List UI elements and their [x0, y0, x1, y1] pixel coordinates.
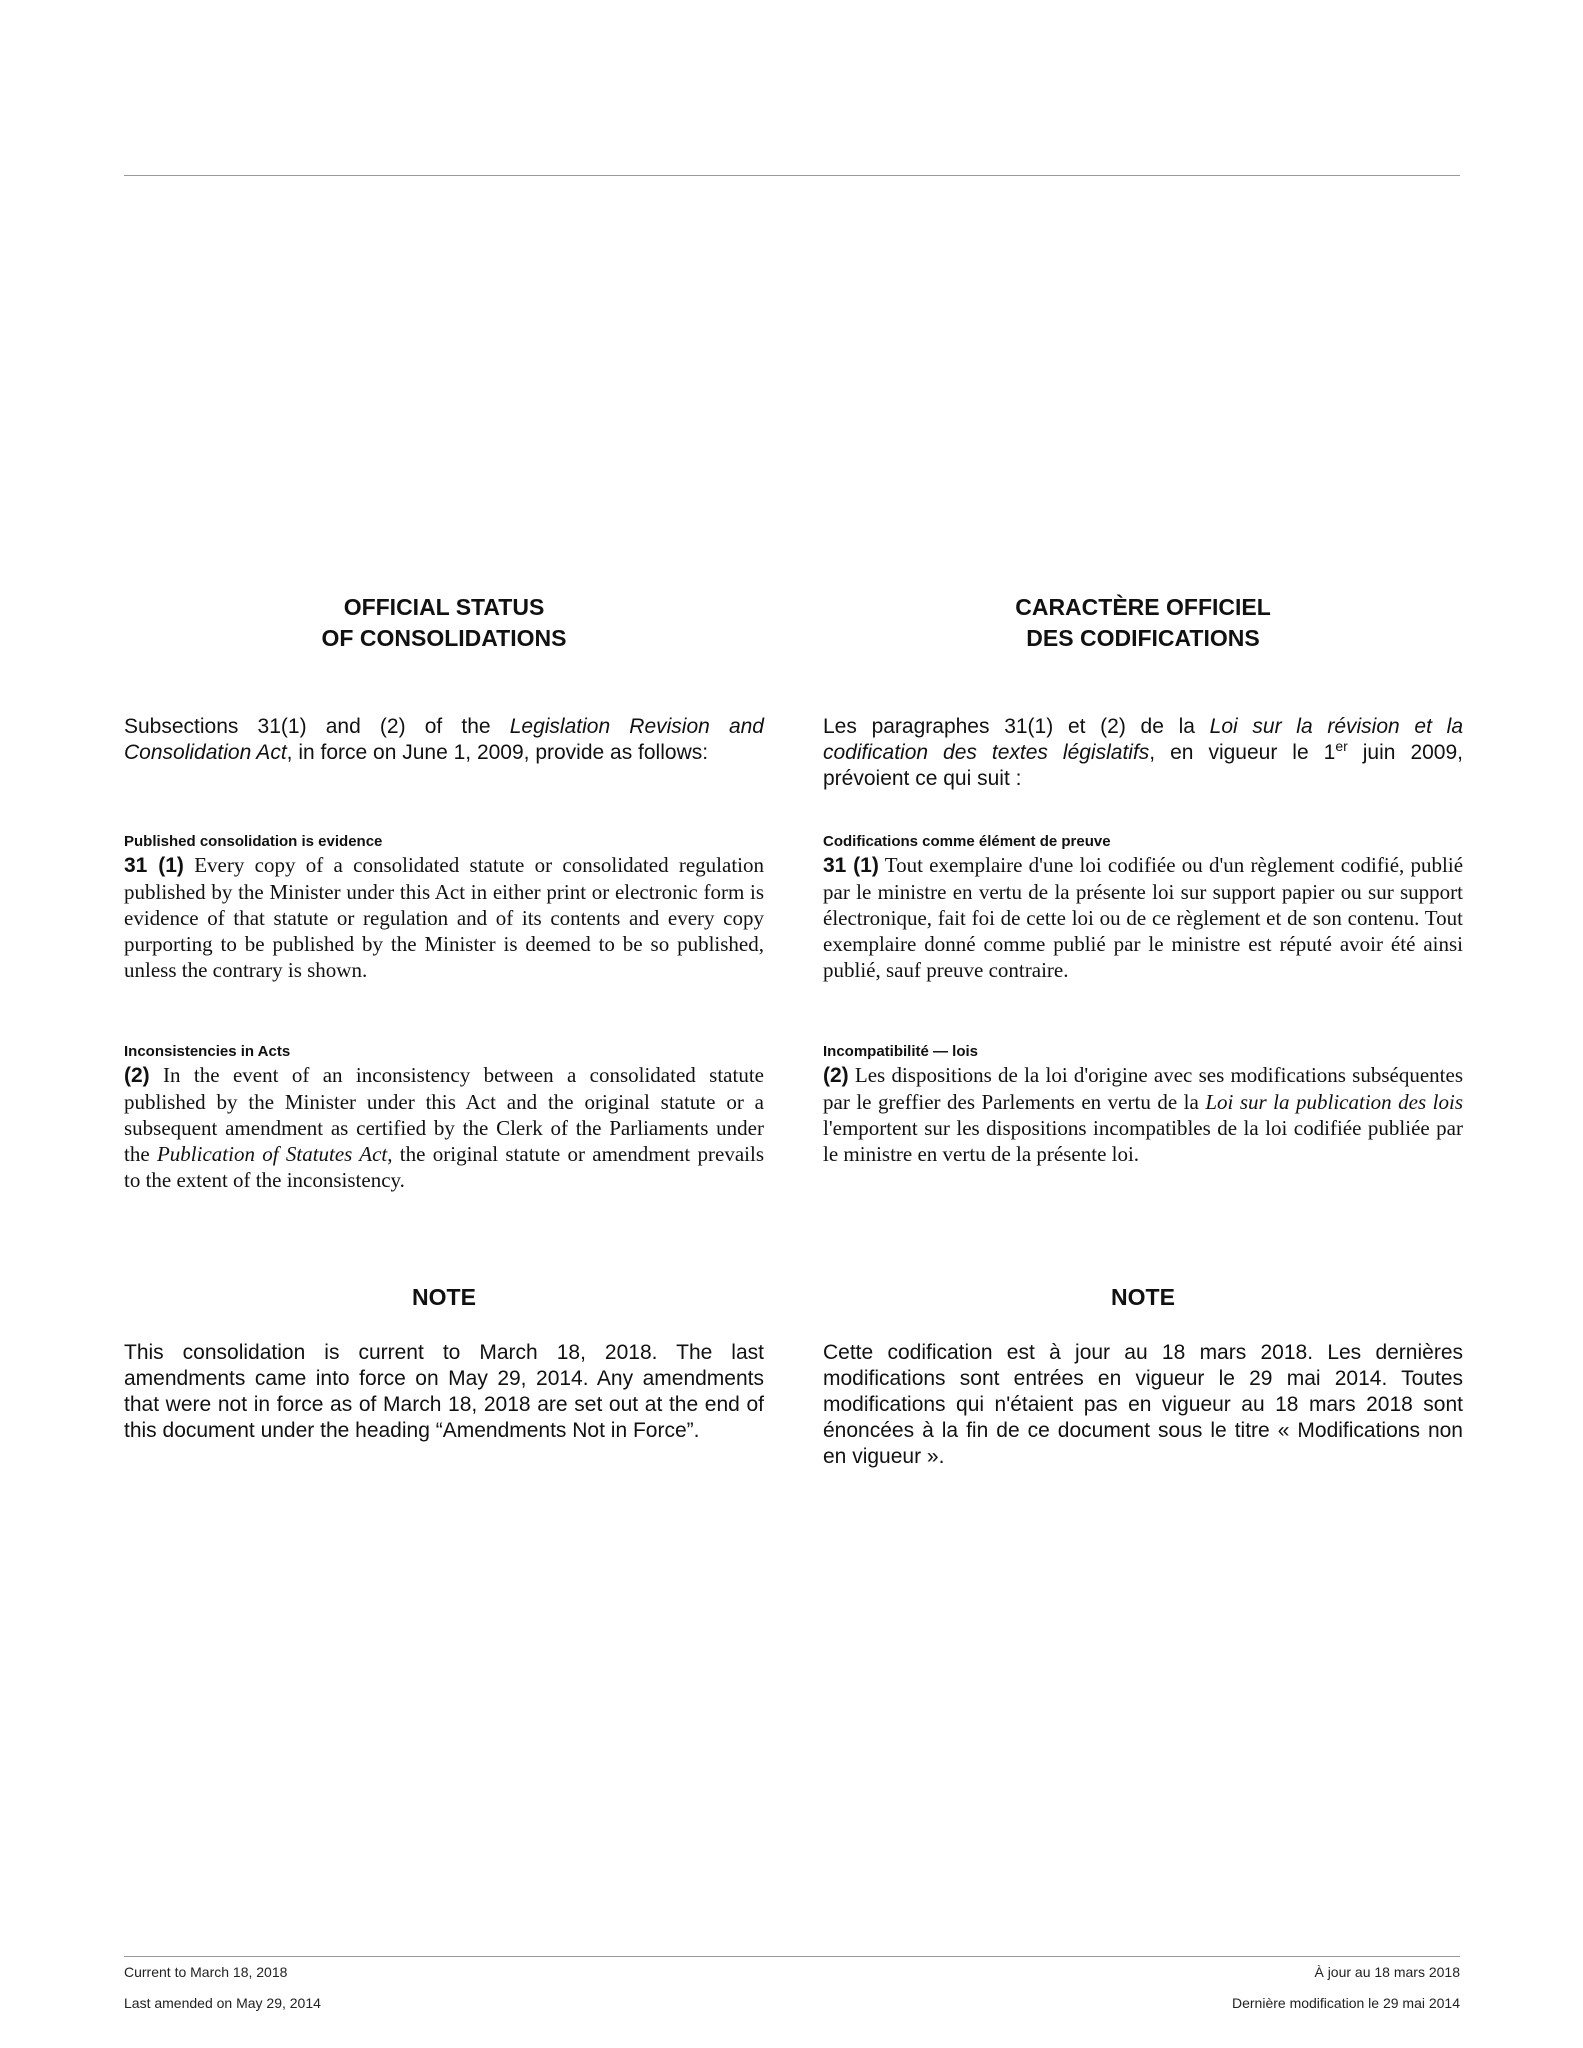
official-status-heading	[124, 592, 764, 654]
intro-text-mid: , en vigueur le 1	[1149, 741, 1336, 764]
section-31-1	[124, 832, 764, 983]
provision-body-post: , the original statute or amendment prevails to the extent of the inconsistency.	[124, 1142, 765, 1192]
heading-line-2: OF CONSOLIDATIONS	[321, 625, 567, 651]
provision-text	[124, 852, 764, 983]
provision-body: Tout exemplaire d'une loi codifiée ou d'un règlement codifié, publié par le ministre en vertu de la présente loi sur support papier ou sur support électronique, fait foi de cette loi ou de ce règlement et de son contenu. Tout exemplaire donné comme publié par le ministre est réputé avoir été ainsi publié, sauf preuve contraire.	[823, 853, 1464, 982]
footer-current-to: Current to March 18, 2018	[124, 1964, 288, 1980]
provision-body-pre: In the event of an inconsistency between a consolidated statute published by the Minister under this Act and the original statute or a subsequent amendment as certified by the Clerk of the Parliaments under the	[124, 1063, 764, 1166]
provision-body-post: l'emportent sur les dispositions incompatibles de la loi codifiée publiée par le ministre en vertu de la présente loi.	[823, 1116, 1463, 1166]
heading-line-1: OFFICIAL STATUS	[343, 594, 545, 620]
intro-act-title: Loi sur la révision et la codification des textes législatifs	[823, 715, 1463, 764]
intro-text-post: juin 2009, prévoient ce qui suit :	[823, 741, 1463, 790]
provision-body: Every copy of a consolidated statute or consolidated regulation published by the Minister under this Act in either print or electronic form is evidence of that statute or regulation and of its contents and every copy purporting to be published by the Minister is deemed to be so published, unless the contrary is shown.	[124, 853, 764, 982]
heading-line-2: DES CODIFICATIONS	[1026, 625, 1260, 651]
section-31-2	[124, 1042, 764, 1193]
note-heading: NOTE	[412, 1284, 476, 1310]
provision-act-title: Loi sur la publication des lois	[1205, 1090, 1464, 1114]
provision-text	[823, 852, 1463, 983]
heading-line-1: CARACTÈRE OFFICIEL	[1015, 594, 1271, 620]
note-paragraph: Cette codification est à jour au 18 mars 2018. Les dernières modifications sont entrées en vigueur le 29 mai 2014. Toutes modifications qui n'étaient pas en vigueur au 18 mars 2018 sont énoncées à la fin de ce document sous le titre « Modifications non en vigueur ».	[823, 1341, 1463, 1468]
marginal-note: Incompatibilité — lois	[823, 1043, 979, 1060]
marginal-note: Published consolidation is evidence	[124, 833, 383, 850]
provision-act-title: Publication of Statutes Act	[156, 1142, 388, 1166]
intro-paragraph	[823, 714, 1463, 792]
marginal-note: Codifications comme élément de preuve	[823, 833, 1111, 850]
footer-a-jour: À jour au 18 mars 2018	[1314, 1964, 1460, 1980]
intro-text-post: , in force on June 1, 2009, provide as follows:	[286, 741, 709, 764]
provision-number: 31 (1)	[823, 854, 879, 877]
intro-paragraph	[124, 714, 764, 766]
provision-text	[124, 1062, 764, 1193]
section-31-1	[823, 832, 1463, 983]
intro-act-title: Legislation Revision and Consolidation Act	[124, 715, 764, 764]
footer-last-amended: Last amended on May 29, 2014	[124, 1995, 321, 2011]
footer-derniere-modification: Dernière modification le 29 mai 2014	[1231, 1995, 1460, 2011]
provision-text	[823, 1062, 1463, 1167]
note-heading: NOTE	[1111, 1284, 1175, 1310]
provision-number: (2)	[823, 1064, 849, 1087]
provision-body-pre: Les dispositions de la loi d'origine avec ses modifications subséquentes par le greffier des Parlements en vertu de la	[823, 1063, 1463, 1114]
marginal-note: Inconsistencies in Acts	[124, 1043, 291, 1060]
intro-text-pre: Les paragraphes 31(1) et (2) de la	[823, 715, 1210, 738]
english-column	[124, 0, 764, 2048]
french-column	[823, 0, 1463, 2048]
caractere-officiel-heading	[823, 592, 1463, 654]
note-paragraph: This consolidation is current to March 18, 2018. The last amendments came into force on May 29, 2014. Any amendments that were not in force as of March 18, 2018 are set out at the end of this document under the heading “Amendments Not in Force”.	[124, 1341, 764, 1442]
footer-rule	[124, 1956, 1460, 1957]
provision-number: 31 (1)	[124, 854, 184, 877]
intro-text-pre: Subsections 31(1) and (2) of the	[124, 715, 510, 738]
intro-superscript: er	[1335, 738, 1348, 754]
section-31-2	[823, 1042, 1463, 1167]
provision-number: (2)	[124, 1064, 150, 1087]
